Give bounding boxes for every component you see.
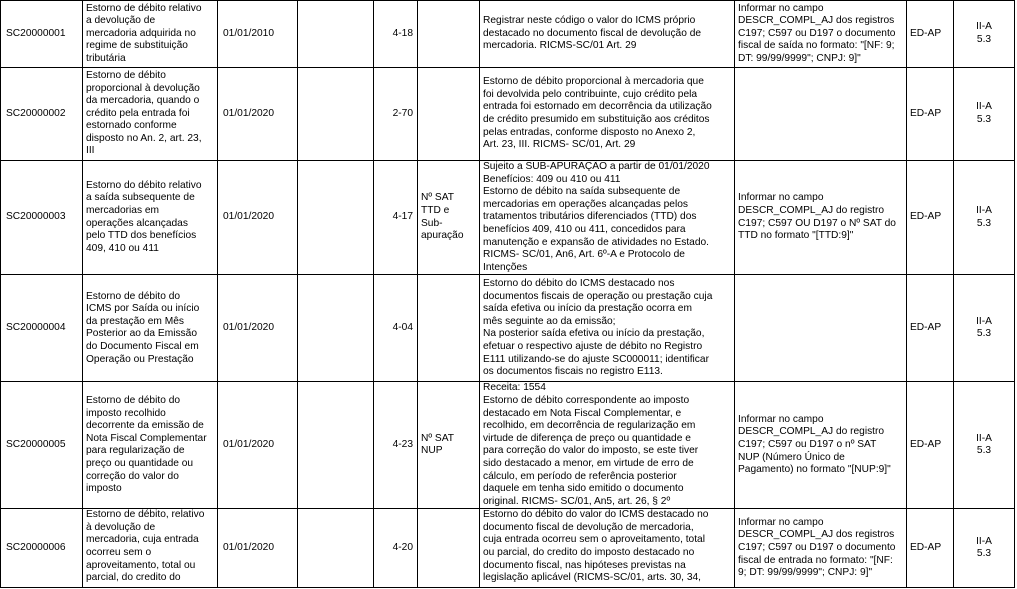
sat-cell: Nº SAT NUP: [418, 382, 480, 509]
number-cell: 4-04: [374, 275, 418, 382]
code-cell: SC20000005: [1, 382, 83, 509]
description-cell: Estorno de débito, relativo à devolução de mercadoria, cuja entrada ocorreu sem o aproveitamento, total ou parcial, do credito do: [83, 509, 218, 588]
number-cell: 2-70: [374, 68, 418, 161]
start-date-cell: 01/01/2020: [218, 68, 298, 161]
info-cell: Informar no campo DESCR_COMPL_AJ do registro C197; C597 ou D197 o nº SAT NUP (Número Único de Pagamento) no formato "[NUP:9]": [735, 382, 907, 509]
table-row: [1, 382, 1015, 509]
table-row: [1, 68, 1015, 161]
table-row: [1, 509, 1015, 588]
info-cell: [735, 68, 907, 161]
notes-cell: Receita: 1554 Estorno de débito correspondente ao imposto destacado em Nota Fiscal Complementar, e recolhido, em decorrência de regularização em virtude de diferença de preço ou quantidade e para correção do valor do imposto, se este tiver sido destacado a menor, em virtude de erro de cálculo, em período de referência posterior daquele em tenha sido emitido o documento original. RICMS- SC/01, An5, art. 26, § 2º: [480, 382, 735, 509]
code-cell: SC20000001: [1, 1, 83, 68]
start-date-cell: 01/01/2020: [218, 161, 298, 275]
notes-cell: Registrar neste código o valor do ICMS próprio destacado no documento fiscal de devolução de mercadoria. RICMS-SC/01 Art. 29: [480, 1, 735, 68]
notes-cell: Estorno do débito do ICMS destacado nos documentos fiscais de operação ou prestação cuja saída efetiva ou início da prestação ocorra em mês seguinte ao da emissão; Na posterior saída efetiva ou início da prestação, efetuar o respectivo ajuste de débito no Registro E111 utilizando-se do ajuste SC000011; identificar os documentos fiscais no registro E113.: [480, 275, 735, 382]
info-cell: [735, 275, 907, 382]
description-cell: Estorno de débito do ICMS por Saída ou início da prestação em Mês Posterior ao da Emissão do Documento Fiscal em Operação ou Prestação: [83, 275, 218, 382]
sat-cell: [418, 509, 480, 588]
start-date-cell: 01/01/2020: [218, 509, 298, 588]
start-date-cell: 01/01/2010: [218, 1, 298, 68]
sat-cell: [418, 68, 480, 161]
description-cell: Estorno de débito proporcional à devolução da mercadoria, quando o crédito pela entrada foi estornado conforme disposto no An. 2, art. 23, III: [83, 68, 218, 161]
info-cell: Informar no campo DESCR_COMPL_AJ dos registros C197; C597 ou D197 o documento fiscal de saída no formato: "[NF: 9; DT: 99/99/9999"; CNPJ: 9]": [735, 1, 907, 68]
notes-cell: Estorno de débito proporcional à mercadoria que foi devolvida pelo contribuinte, cujo crédito pela entrada foi estornado em decorrência da utilização de crédito presumido em substituição aos créditos pelas entradas, conforme disposto no Anexo 2, Art. 23, III. RICMS- SC/01, Art. 29: [480, 68, 735, 161]
end-date-cell: [298, 382, 374, 509]
table-row: [1, 1, 1015, 68]
notes-cell: Estorno do débito do valor do ICMS destacado no documento fiscal de devolução de mercadoria, cuja entrada ocorreu sem o aproveitamento, total ou parcial, do credito do imposto destacado no documento fiscal, nas hipóteses previstas na legislação aplicável (RICMS-SC/01, arts. 30, 34,: [480, 509, 735, 588]
type-cell: ED-AP: [907, 1, 954, 68]
reference-cell: II-A 5.3: [954, 161, 1015, 275]
table-row: [1, 161, 1015, 275]
number-cell: 4-20: [374, 509, 418, 588]
type-cell: ED-AP: [907, 275, 954, 382]
reference-cell: II-A 5.3: [954, 1, 1015, 68]
end-date-cell: [298, 68, 374, 161]
code-cell: SC20000006: [1, 509, 83, 588]
end-date-cell: [298, 161, 374, 275]
code-cell: SC20000003: [1, 161, 83, 275]
type-cell: ED-AP: [907, 161, 954, 275]
number-cell: 4-17: [374, 161, 418, 275]
end-date-cell: [298, 1, 374, 68]
sat-cell: [418, 1, 480, 68]
reference-cell: II-A 5.3: [954, 275, 1015, 382]
type-cell: ED-AP: [907, 382, 954, 509]
notes-cell: Sujeito a SUB-APURAÇÃO a partir de 01/01/2020 Benefícios: 409 ou 410 ou 411 Estorno de débito na saída subsequente de mercadorias em operações alcançadas pelos tratamentos tributários diferenciados (TTD) dos benefícios 409, 410 ou 411, concedidos para manutenção e expansão de atividades no Estado. RICMS- SC/01, An6, Art. 6º-A e Protocolo de Intenções: [480, 161, 735, 275]
info-cell: Informar no campo DESCR_COMPL_AJ dos registros C197; C597 ou D197 o documento fiscal de entrada no formato: "[NF: 9; DT: 99/99/9999"; CNPJ: 9]": [735, 509, 907, 588]
table-row: [1, 275, 1015, 382]
reference-cell: II-A 5.3: [954, 68, 1015, 161]
sat-cell: Nº SAT TTD e Sub- apuração: [418, 161, 480, 275]
type-cell: ED-AP: [907, 509, 954, 588]
sat-cell: [418, 275, 480, 382]
number-cell: 4-18: [374, 1, 418, 68]
reference-cell: II-A 5.3: [954, 509, 1015, 588]
type-cell: ED-AP: [907, 68, 954, 161]
code-cell: SC20000002: [1, 68, 83, 161]
reference-cell: II-A 5.3: [954, 382, 1015, 509]
start-date-cell: 01/01/2020: [218, 382, 298, 509]
info-cell: Informar no campo DESCR_COMPL_AJ do registro C197; C597 OU D197 o Nº SAT do TTD no formato "[TTD:9]": [735, 161, 907, 275]
number-cell: 4-23: [374, 382, 418, 509]
end-date-cell: [298, 275, 374, 382]
end-date-cell: [298, 509, 374, 588]
start-date-cell: 01/01/2020: [218, 275, 298, 382]
description-cell: Estorno de débito do imposto recolhido decorrente da emissão de Nota Fiscal Complementar para regularização de preço ou quantidade ou correção do valor do imposto: [83, 382, 218, 509]
description-cell: Estorno de débito relativo a devolução de mercadoria adquirida no regime de substituição tributária: [83, 1, 218, 68]
code-cell: SC20000004: [1, 275, 83, 382]
description-cell: Estorno do débito relativo a saída subsequente de mercadorias em operações alcançadas pelo TTD dos benefícios 409, 410 ou 411: [83, 161, 218, 275]
